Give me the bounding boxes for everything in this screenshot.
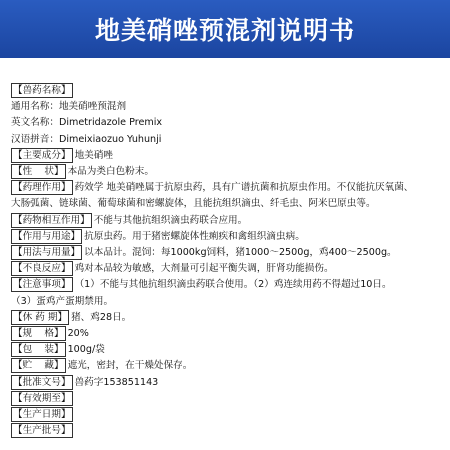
indication-row <box>11 229 439 245</box>
vet-name-header <box>11 83 439 99</box>
precautions-row-2 <box>11 294 439 310</box>
package-value: 100g/袋 <box>67 344 105 356</box>
pinyin-label: 汉语拼音： <box>11 133 59 145</box>
withdrawal-value: 猪、鸡28日。 <box>71 311 132 323</box>
title-banner <box>0 0 450 58</box>
spec-label: 【规 格】 <box>13 328 64 340</box>
approval-row <box>11 375 439 391</box>
withdrawal-row <box>11 310 439 326</box>
ingredient-value: 地美硝唑 <box>74 149 113 161</box>
storage-row <box>11 358 439 374</box>
precautions-line-1: （1）不能与其他抗组织滴虫药联合使用。（2）鸡连续用药不得超过10日。 <box>74 279 392 291</box>
pinyin-row <box>11 132 439 148</box>
english-name-value: Dimetridazole Premix <box>58 117 163 129</box>
generic-name-label: 通用名称： <box>11 101 59 113</box>
batch-row <box>11 423 439 439</box>
spec-row <box>11 326 439 342</box>
pharmacology-line-2: 大肠弧菌、链球菌、葡萄球菌和密螺旋体，且能抗组织滴虫、纤毛虫、阿米巴原虫等。 <box>11 198 376 210</box>
vet-name-label: 【兽药名称】 <box>13 85 71 96</box>
pharmacology-line-1: 药效学 地美硝唑属于抗原虫药，具有广谱抗菌和抗原虫作用。不仅能抗厌氧菌、 <box>74 182 414 194</box>
validity-label: 【有效期至】 <box>13 392 71 404</box>
pharmacology-label: 【药理作用】 <box>13 182 71 194</box>
dosage-row <box>11 245 439 261</box>
adverse-row <box>11 261 439 277</box>
package-row <box>11 342 439 358</box>
adverse-label: 【不良反应】 <box>13 263 71 275</box>
character-label: 【性 状】 <box>13 166 64 178</box>
storage-value: 遮光，密封，在干燥处保存。 <box>67 360 193 372</box>
pharmacology-row-2 <box>11 196 439 212</box>
adverse-value: 鸡对本品较为敏感，大剂量可引起平衡失调，肝肾功能损伤。 <box>74 263 334 275</box>
withdrawal-label-text: 休 药 期 <box>22 311 58 323</box>
precautions-line-2: （3）蛋鸡产蛋期禁用。 <box>11 295 114 307</box>
ingredient-label: 【主要成分】 <box>13 149 71 161</box>
pharmacology-row <box>11 180 439 196</box>
indication-label: 【作用与用途】 <box>13 230 81 242</box>
package-label-text: 包 装 <box>22 344 54 356</box>
storage-label-text: 贮 藏 <box>22 360 54 372</box>
spec-label-text: 规 格 <box>22 328 54 340</box>
generic-name-row <box>11 99 439 115</box>
manufacture-date-label: 【生产日期】 <box>13 409 71 421</box>
storage-label: 【贮 藏】 <box>13 360 64 372</box>
spec-value: 20% <box>67 328 89 340</box>
withdrawal-label: 【休 药 期】 <box>13 311 68 323</box>
package-label: 【包 装】 <box>13 344 64 356</box>
english-name-label: 英文名称： <box>11 117 59 129</box>
precautions-label: 【注意事项】 <box>13 279 71 291</box>
character-row <box>11 164 439 180</box>
validity-row <box>11 391 439 407</box>
precautions-row <box>11 277 439 293</box>
manufacture-date-row <box>11 407 439 423</box>
instruction-content <box>11 83 439 439</box>
interaction-label: 【药物相互作用】 <box>13 214 90 226</box>
english-name-row <box>11 115 439 131</box>
interaction-value: 不能与其他抗组织滴虫药联合应用。 <box>93 214 248 226</box>
indication-value: 抗原虫药。用于猪密螺旋体性痢疾和禽组织滴虫病。 <box>84 230 305 242</box>
generic-name-value: 地美硝唑预混剂 <box>58 101 127 113</box>
dosage-value: 以本品计。混饲：每1000kg饲料，猪1000～2500g，鸡400～2500g。 <box>84 247 397 259</box>
dosage-label: 【用法与用量】 <box>13 247 81 259</box>
approval-label: 【批准文号】 <box>13 376 71 388</box>
pinyin-value: Dimeixiaozuo Yuhunji <box>58 133 162 145</box>
approval-value: 兽药字153851143 <box>74 376 159 388</box>
batch-label: 【生产批号】 <box>13 425 71 437</box>
character-value: 本品为类白色粉末。 <box>67 166 154 178</box>
interaction-row <box>11 213 439 229</box>
page-title: 地美硝唑预混剂说明书 <box>94 16 355 45</box>
ingredient-row <box>11 148 439 164</box>
